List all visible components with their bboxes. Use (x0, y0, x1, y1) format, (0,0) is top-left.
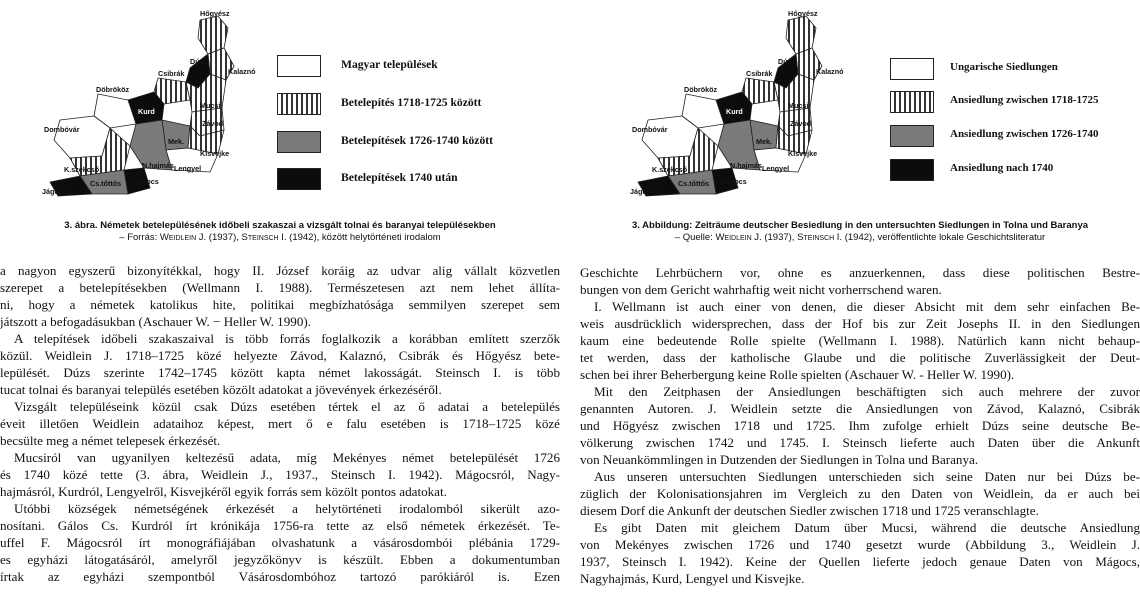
region-dombovar (642, 116, 698, 158)
label-magocs: Mágocs (132, 177, 159, 186)
legend-label: Magyar települések (341, 58, 438, 71)
label-kurd: Kurd (726, 107, 743, 116)
settlement-map (40, 8, 255, 198)
region-dombovar (54, 116, 110, 158)
label-cstottos: Cs.tőttős (678, 179, 710, 188)
legend-label: Betelepítések 1740 után (341, 171, 458, 184)
label-kisvejke: Kisvejke (200, 149, 230, 158)
legend-swatch-striped (277, 93, 321, 115)
label-magocs: Mágocs (720, 177, 747, 186)
text-line: hajmásról, Kurdról, Lengyelről, Kisvejkéről egyik forrás sem közölt pontos adatokat. (0, 484, 447, 499)
legend-swatch-white (277, 55, 321, 77)
legend-swatch-black (890, 159, 934, 181)
legend-label: Ungarische Siedlungen (950, 61, 1058, 73)
text-line: a nagyon egyszerű bizonyítékkal, hogy II. József koráig az udvar alig vállalt közvetlen (0, 263, 560, 278)
legend-item-1726-1740 (890, 125, 1140, 153)
label-dobrokoz: Döbrököz (684, 85, 718, 94)
label-kszekcso: K.szekcső (652, 165, 688, 174)
label-jagonak: Jágónak (42, 187, 72, 196)
legend-item-after-1740 (277, 168, 557, 196)
text-line: genannten Autoren. J. Weidlein setzte die Ansiedlungen von Závod, Kalaznó, Csibrák (580, 401, 1140, 416)
text-line: közül. Weidlein J. 1718–1725 közé helyezte Závod, Kalaznó, Csibrák és Hőgyész bete- (0, 348, 560, 363)
label-hogyesz: Hőgyész (788, 9, 818, 18)
figure-caption (580, 220, 1140, 244)
legend-item-hungarian (890, 58, 1140, 86)
text-line: A telepítések időbeli szakaszaival is több forrás foglalkozik a korábban említett szerzők (14, 331, 560, 346)
label-kalazno: Kalaznó (816, 67, 844, 76)
caption-source-text: I. (1942), között helytörténeti irodalom (278, 232, 441, 243)
text-line: Mucsiról van ugyanilyen keltezésű adata, míg Mekényes német betelepülését 1726 (14, 450, 560, 465)
legend-item-1726-1740 (277, 131, 557, 159)
legend-item-after-1740 (890, 159, 1140, 187)
text-line: schen bei ihrer Beherbergung keine Rolle spielten (Aschauer W. - Heller W. 1990). (580, 367, 1015, 382)
figure-3-de (580, 0, 1140, 205)
figure-3-hu (0, 0, 560, 205)
legend-label: Betelepítések 1726-1740 között (341, 134, 493, 147)
caption-source-prefix: – Quelle: (674, 232, 716, 243)
legend-swatch-gray (890, 125, 934, 147)
hungarian-column (0, 0, 560, 596)
text-line: nosítani. Gálos Cs. Kurdról írt krónikája 1756-ra tette az első németek érkezését. Te- (0, 518, 560, 533)
text-line: Nagyhajmás, Kurd, Lengyel und Kisvejke. (580, 571, 805, 586)
text-line: tet werden, dass der katholische Glaube und die politische Zuverlässigkeit der Deut- (580, 350, 1140, 365)
caption-source (0, 232, 560, 244)
legend-label: Betelepítés 1718-1725 között (341, 96, 482, 109)
text-line: völkerung zwischen 1742 und 1745. I. Steinsch lieferte auch Daten über die Ankunft (580, 435, 1140, 450)
text-line: éveit illetően Weidlein adataihoz képest, mert ő e falu esetében is 1718–1725 közé (0, 416, 560, 431)
text-line: und Hőgyész zwischen 1718 und 1725. Ihm zufolge erhielt Dúzs seine deutsche Be- (580, 418, 1140, 433)
caption-title: 3. Abbildung: Zeiträume deutscher Besiedlung in den untersuchten Siedlungen in Tolna und Baranya (631, 220, 1089, 231)
text-line: Mit den Zeitphasen der Ansiedlungen beschäftigten sich auch mehrere der zuvor (594, 384, 1140, 399)
settlement-map (628, 8, 843, 198)
label-duzs: Dúzs (778, 57, 796, 66)
body-text (580, 264, 1140, 587)
label-cstottos: Cs.tőttős (90, 179, 122, 188)
legend-swatch-black (277, 168, 321, 190)
text-line: becsülte meg a német telepesek érkezését. (0, 433, 221, 448)
text-line: Vizsgált településeink közül csak Dúzs esetében tértek el az ő adatai a betelepülés (14, 399, 560, 414)
label-dombovar: Dombóvár (632, 125, 668, 134)
legend-swatch-gray (277, 131, 321, 153)
text-line: kaum eine bedeutende Rolle spielte (Wellmann I. 1988). Natürlich kann nicht behaup- (580, 333, 1140, 348)
label-mek: Mek. (756, 137, 772, 146)
text-line: von Mekényes zwischen 1726 und 1740 gesetzt wurde (Abbildung 3., Weidlein J. (580, 537, 1140, 552)
label-lengyel: Lengyel (174, 164, 202, 173)
text-line: es egyházi látogatásáról, amelyről jegyzőkönyv is készült. Ebben a dokumentumban (0, 552, 560, 567)
figure-caption (0, 220, 560, 244)
legend-label: Ansiedlung zwischen 1718-1725 (950, 94, 1099, 106)
legend-swatch-striped (890, 91, 934, 113)
caption-author: Steinsch (797, 232, 835, 243)
label-kszekcso: K.szekcső (64, 165, 100, 174)
caption-source-text: J. (1937), (196, 232, 242, 243)
label-nhajmas: N.hajmás (142, 161, 174, 170)
caption-source-prefix: – Forrás: (119, 232, 160, 243)
text-line: I. Wellmann ist auch einer von denen, die dieser Absicht mit dem sehr einfachen Be- (594, 299, 1140, 314)
text-line: Aus unseren untersuchten Siedlungen unterschieden sich seine Daten nur bei Dúzs be- (594, 469, 1140, 484)
text-line: 1937, Steinsch I. 1942). Keine der Quellen lieferte jedoch genaue Daten von Mágocs, (580, 554, 1140, 569)
legend-label: Ansiedlung nach 1740 (950, 162, 1054, 174)
caption-source-text: J. (1937), (751, 232, 798, 243)
text-line: weis ausdrücklich widersprechen, dass der Hof bis zur Zeit Josephs II. in den Siedlungen (580, 316, 1140, 331)
text-line: írtak az egyházi szempontból Vásárosdombóhoz tartozó parókiáról is. Ezen (0, 569, 560, 584)
label-csibrak: Csibrák (746, 69, 773, 78)
legend-item-hungarian (277, 55, 557, 83)
caption-author: Weidlein (159, 232, 197, 243)
text-line: Es gibt Daten mit gleichem Datum über Mucsi, während die deutsche Ansiedlung (594, 520, 1140, 535)
caption-source-text: I. (1942), veröffentlichte lokale Geschichtsliteratur (834, 232, 1046, 243)
caption-author: Weidlein (715, 232, 752, 243)
text-line: tucat tolnai és baranyai település esetében közölt adatokat a jövevények érkezéséről. (0, 382, 442, 397)
label-lengyel: Lengyel (762, 164, 790, 173)
label-csibrak: Csibrák (158, 69, 185, 78)
text-line: és 1740 közé tette (3. ábra, Weidlein J., 1937., Steinsch I. 1942). Mágocsról, Nagy- (0, 467, 560, 482)
text-line: von Neuankömmlingen in Dutzenden der Siedlungen in Tolna und Baranya. (580, 452, 979, 467)
label-kisvejke: Kisvejke (788, 149, 818, 158)
label-mucsi: Mucsi (200, 101, 221, 110)
label-kurd: Kurd (138, 107, 155, 116)
text-line: lepülését. Dúzs szerinte 1742–1745 között kapta német lakosságát. Steinsch I. is több (0, 365, 560, 380)
text-line: játszott a befogadásukban (Aschauer W. − Heller W. 1990). (0, 314, 312, 329)
text-line: Geschichte Lehrbüchern vor, ohne es anzuerkennen, dass diese politischen Bestre- (580, 265, 1140, 280)
legend-item-1718-1725 (890, 91, 1140, 119)
caption-author: Steinsch (241, 232, 279, 243)
text-line: bungen von dem Gericht wahrhaftig weit nicht vorherrschend waren. (580, 282, 942, 297)
label-dobrokoz: Döbrököz (96, 85, 130, 94)
text-line: züglich der Kolonisationsjahren im Vergleich zu den Daten von Weidlein, da er auch bei (580, 486, 1140, 501)
label-duzs: Dúzs (190, 57, 208, 66)
text-line: ni, hogy a németek katolikus hite, politikai megbízhatósága semmilyen szerepet sem (0, 297, 560, 312)
text-line: diesem Dorf die Ankunft der deutschen Siedler zwischen 1718 und 1725 veranschlagte. (580, 503, 1039, 518)
label-mucsi: Mucsi (788, 101, 809, 110)
body-text (0, 262, 560, 585)
legend-item-1718-1725 (277, 93, 557, 121)
label-nhajmas: N.hajmás (730, 161, 762, 170)
legend-label: Ansiedlung zwischen 1726-1740 (950, 128, 1099, 140)
legend-swatch-white (890, 58, 934, 80)
text-line: Utóbbi községek németségének érkezését a helytörténeti irodalomból sikerült azo- (14, 501, 560, 516)
german-column (580, 0, 1140, 596)
label-zavod: Závod (790, 119, 812, 128)
label-zavod: Závod (202, 119, 224, 128)
caption-source (580, 232, 1140, 244)
label-jagonak: Jágónak (630, 187, 660, 196)
label-mek: Mek. (168, 137, 184, 146)
text-line: szerepet a betelepítésekben (Wellmann I. 1988). Természetesen azt nem lehet állíta- (0, 280, 560, 295)
label-hogyesz: Hőgyész (200, 9, 230, 18)
caption-title: 3. ábra. Németek betelepülésének időbeli szakaszai a vizsgált tolnai és baranyai településekben (64, 220, 496, 231)
label-dombovar: Dombóvár (44, 125, 80, 134)
text-line: uffel F. Mágocsról írt monográfiájában olvashatunk a vásárosdombói plébánia 1729- (0, 535, 560, 550)
label-kalazno: Kalaznó (228, 67, 256, 76)
